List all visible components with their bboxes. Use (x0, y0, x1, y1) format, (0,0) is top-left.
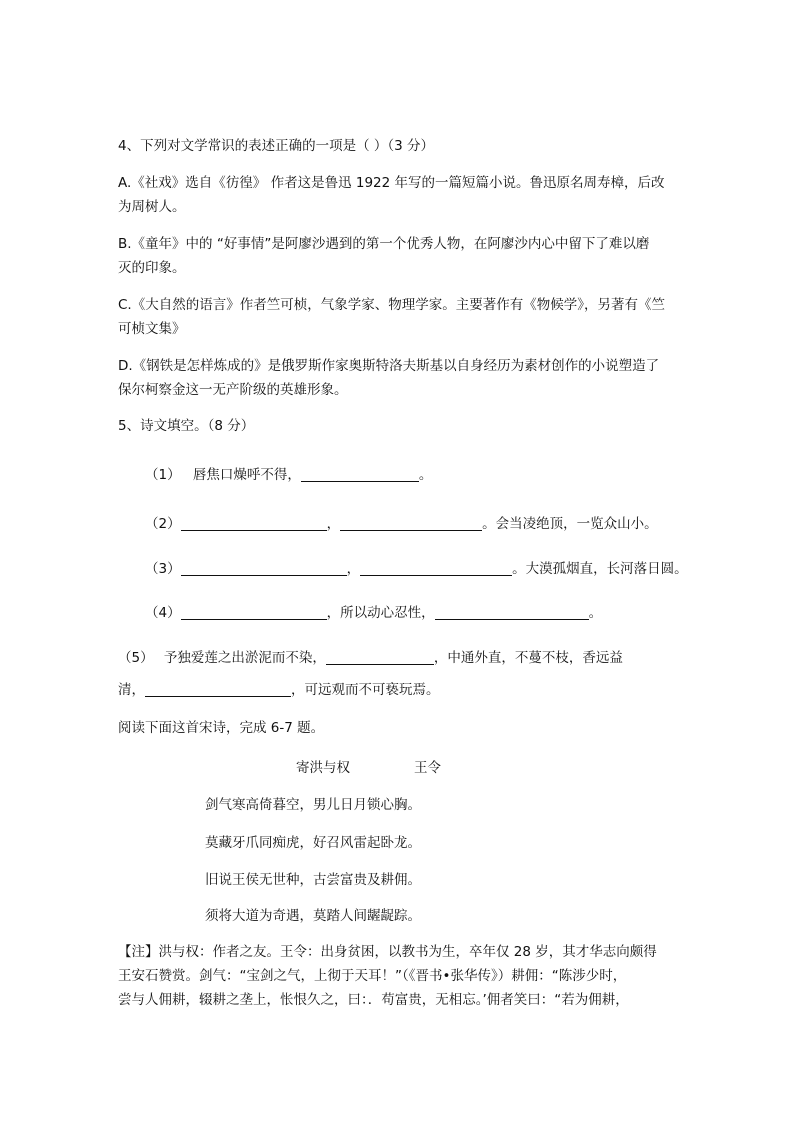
poem-line: 剑气寒高倚暮空，男儿日月锁心胸。 (205, 797, 421, 813)
item-number: （3） (145, 561, 181, 577)
answer-blank[interactable] (435, 604, 589, 620)
q4-option-a-line1: A.《社戏》选自《彷徨》 作者这是鲁迅 1922 年写的一篇短篇小说。鲁迅原名周寿樟，后改 (118, 175, 665, 191)
answer-blank[interactable] (326, 649, 434, 665)
item-mid: ，中通外直，不蔓不枝，香远益 (433, 650, 623, 666)
reading-intro: 阅读下面这首宋诗，完成 6-7 题。 (118, 720, 325, 736)
note-line-1: 【注】洪与权：作者之友。王令：出身贫困，以教书为生，卒年仅 28 岁，其才华志向颇得 (118, 944, 657, 960)
answer-blank[interactable] (181, 560, 347, 576)
item-text: 唇焦口燥呼不得， (192, 467, 301, 483)
q5-item-2 (145, 514, 658, 534)
q4-stem: 4、下列对文学常识的表述正确的一项是（ ）（3 分） (118, 138, 435, 154)
item-sep: ， (346, 561, 361, 577)
item-end: 。 (588, 605, 603, 621)
item-number: （5） (118, 650, 154, 666)
item-number: （1） (145, 467, 181, 483)
q4-option-b-line2: 灭的印象。 (118, 260, 186, 276)
answer-blank[interactable] (301, 466, 419, 482)
item-text: 。大漠孤烟直，长河落日圆。 (512, 561, 688, 577)
item-mid: ，所以动心忍性， (326, 605, 435, 621)
q4-option-d-line1: D.《钢铁是怎样炼成的》是俄罗斯作家奥斯特洛夫斯基以自身经历为素材创作的小说塑造了 (118, 358, 660, 374)
q5-item-5-line1 (118, 648, 623, 668)
poem-line: 旧说王侯无世种，古尝富贵及耕佣。 (205, 872, 421, 888)
item-end: 。 (418, 467, 433, 483)
q5-item-3 (145, 559, 688, 579)
answer-blank[interactable] (145, 681, 291, 697)
item-text: 予独爱莲之出淤泥而不染， (163, 650, 326, 666)
q4-option-b-line1: B.《童年》中的 “好事情”是阿廖沙遇到的第一个优秀人物，在阿廖沙内心中留下了难以磨 (118, 236, 650, 252)
answer-blank[interactable] (340, 515, 482, 531)
q4-option-c-line2: 可桢文集》 (118, 321, 186, 337)
q4-option-d-line2: 保尔柯察金这一无产阶级的英雄形象。 (118, 382, 348, 398)
item-text: 清， (118, 682, 145, 698)
q5-item-5-line2 (118, 680, 440, 700)
answer-blank[interactable] (181, 515, 327, 531)
poem-title: 寄洪与权 (296, 760, 350, 776)
poem-line: 莫藏牙爪同痴虎，好召风雷起卧龙。 (205, 835, 421, 851)
note-line-2: 王安石赞赏。剑气：“宝剑之气，上彻于天耳！”（《晋书•张华传》）耕佣：“陈涉少时， (118, 968, 627, 984)
note-line-3: 尝与人佣耕，辍耕之垄上，怅恨久之，曰：．苟富贵，无相忘。’佣者笑曰：“若为佣耕， (118, 992, 629, 1008)
q5-stem: 5、诗文填空。（8 分） (118, 418, 255, 434)
item-number: （2） (145, 516, 181, 532)
q4-option-c-line1: C.《大自然的语言》作者竺可桢，气象学家、物理学家。主要著作有《物候学》，另著有《竺 (118, 297, 665, 313)
answer-blank[interactable] (360, 560, 512, 576)
q4-option-a-line2: 为周树人。 (118, 199, 186, 215)
poem-author: 王令 (414, 760, 441, 776)
q5-item-4 (145, 603, 602, 623)
q5-item-1 (145, 465, 432, 485)
item-end: ，可远观而不可亵玩焉。 (291, 682, 440, 698)
item-number: （4） (145, 605, 181, 621)
item-text: 。会当凌绝顶，一览众山小。 (482, 516, 658, 532)
poem-line: 须将大道为奇遇，莫踏人间龌龊踪。 (205, 908, 421, 924)
answer-blank[interactable] (181, 604, 327, 620)
item-sep: ， (326, 516, 341, 532)
